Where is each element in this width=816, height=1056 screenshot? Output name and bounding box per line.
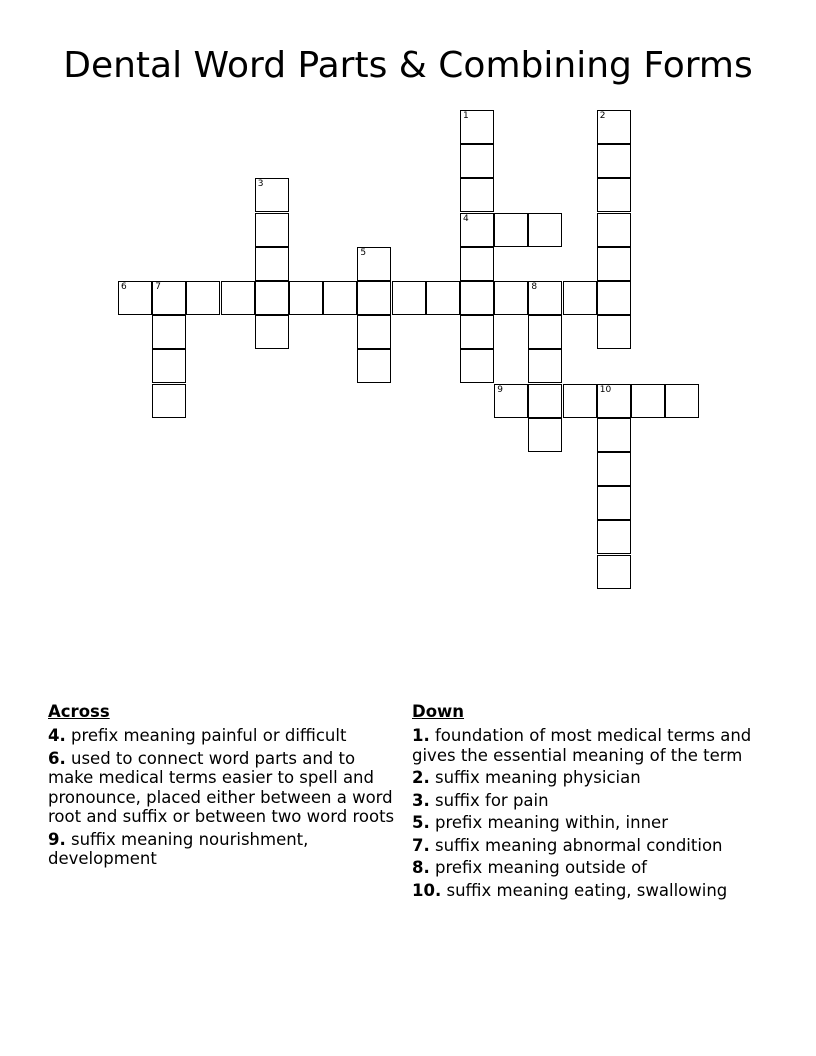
grid-cell[interactable] [597, 520, 631, 554]
grid-cell[interactable] [494, 281, 528, 315]
grid-cell[interactable] [357, 247, 391, 281]
grid-cell[interactable] [392, 281, 426, 315]
grid-cell[interactable] [563, 281, 597, 315]
cell-number: 10 [599, 384, 612, 395]
clue-number: 5. [412, 813, 430, 832]
grid-cell[interactable] [255, 213, 289, 247]
grid-cell[interactable] [665, 384, 699, 418]
cell-number: 1 [463, 111, 469, 121]
cell-number: 7 [155, 282, 161, 292]
grid-cell[interactable] [631, 384, 665, 418]
clue-text: suffix meaning abnormal condition [435, 835, 723, 855]
clue-number: 6. [48, 748, 66, 768]
grid-cell[interactable] [460, 281, 494, 315]
grid-cell[interactable] [357, 315, 391, 349]
grid-cell[interactable] [528, 315, 562, 349]
grid-cell[interactable] [460, 144, 494, 178]
cell-number: 5 [360, 247, 367, 258]
grid-cell[interactable] [460, 315, 494, 349]
clue-number: 3. [412, 790, 430, 810]
clue-number: 9. [48, 829, 66, 849]
grid-cell[interactable] [152, 281, 186, 315]
clue-down-1 [412, 726, 768, 765]
grid-cell[interactable] [152, 349, 186, 383]
grid-cell[interactable] [528, 281, 562, 315]
grid-cell[interactable] [255, 315, 289, 349]
clue-number: 2. [412, 768, 430, 787]
clue-text: suffix meaning eating, swallowing [446, 880, 728, 900]
grid-cell[interactable] [357, 281, 391, 315]
clue-down-10 [412, 881, 768, 901]
grid-cell[interactable] [118, 281, 152, 315]
grid-cell[interactable] [494, 384, 528, 418]
cell-number: 9 [497, 384, 503, 395]
grid-cell[interactable] [597, 384, 631, 418]
grid-cell[interactable] [221, 281, 255, 315]
grid-cell[interactable] [494, 213, 528, 247]
clue-text: suffix for pain [435, 790, 549, 810]
clue-across-4 [48, 726, 404, 746]
grid-cell[interactable] [597, 418, 631, 452]
clue-text: used to connect word parts and to make medical terms easier to spell and pronounce, placed either between a word root and suffix or between two word roots [48, 748, 395, 826]
grid-cell[interactable] [597, 281, 631, 315]
grid-cell[interactable] [597, 178, 631, 212]
clue-text: suffix meaning nourishment, development [48, 829, 309, 868]
grid-cell[interactable] [528, 213, 562, 247]
clue-down-7 [412, 836, 768, 856]
grid-cell[interactable] [357, 349, 391, 383]
clue-text: prefix meaning outside of [435, 858, 647, 877]
across-heading: Across [48, 702, 110, 721]
grid-cell[interactable] [597, 247, 631, 281]
grid-cell[interactable] [289, 281, 323, 315]
clue-number: 4. [48, 726, 66, 745]
grid-cell[interactable] [528, 384, 562, 418]
clue-number: 8. [412, 858, 430, 877]
clue-down-3 [412, 791, 768, 811]
cell-number: 2 [599, 111, 606, 121]
grid-cell[interactable] [528, 418, 562, 452]
clue-across-6 [48, 749, 404, 827]
clue-number: 7. [412, 835, 430, 855]
down-clues [412, 702, 768, 903]
grid-cell[interactable] [460, 110, 494, 144]
cell-number: 6 [121, 282, 127, 292]
down-heading: Down [412, 702, 465, 721]
grid-cell[interactable] [255, 247, 289, 281]
grid-cell[interactable] [255, 178, 289, 212]
grid-cell[interactable] [152, 384, 186, 418]
across-clues [48, 702, 404, 872]
cell-number: 3 [257, 179, 264, 190]
grid-cell[interactable] [597, 144, 631, 178]
grid-cell[interactable] [460, 213, 494, 247]
clue-down-8 [412, 858, 768, 878]
grid-cell[interactable] [255, 281, 289, 315]
grid-cell[interactable] [460, 247, 494, 281]
grid-cell[interactable] [597, 213, 631, 247]
grid-cell[interactable] [460, 178, 494, 212]
clue-number: 10. [412, 880, 442, 900]
cell-number: 4 [463, 213, 469, 224]
clue-text: prefix meaning painful or difficult [71, 726, 347, 745]
grid-cell[interactable] [528, 349, 562, 383]
grid-cell[interactable] [563, 384, 597, 418]
puzzle-title: Dental Word Parts & Combining Forms [63, 45, 753, 86]
clue-text: prefix meaning within, inner [435, 813, 668, 832]
grid-cell[interactable] [597, 486, 631, 520]
grid-cell[interactable] [597, 452, 631, 486]
clue-down-2 [412, 768, 768, 788]
clue-text: foundation of most medical terms and gives the essential meaning of the term [412, 726, 752, 765]
grid-cell[interactable] [323, 281, 357, 315]
grid-cell[interactable] [152, 315, 186, 349]
grid-cell[interactable] [460, 349, 494, 383]
grid-cell[interactable] [597, 555, 631, 589]
cell-number: 8 [531, 282, 538, 292]
clue-number: 1. [412, 726, 430, 745]
grid-cell[interactable] [426, 281, 460, 315]
grid-cell[interactable] [597, 315, 631, 349]
clue-text: suffix meaning physician [435, 768, 641, 787]
grid-cell[interactable] [597, 110, 631, 144]
clue-down-5 [412, 813, 768, 833]
clue-across-9 [48, 830, 404, 869]
grid-cell[interactable] [186, 281, 220, 315]
